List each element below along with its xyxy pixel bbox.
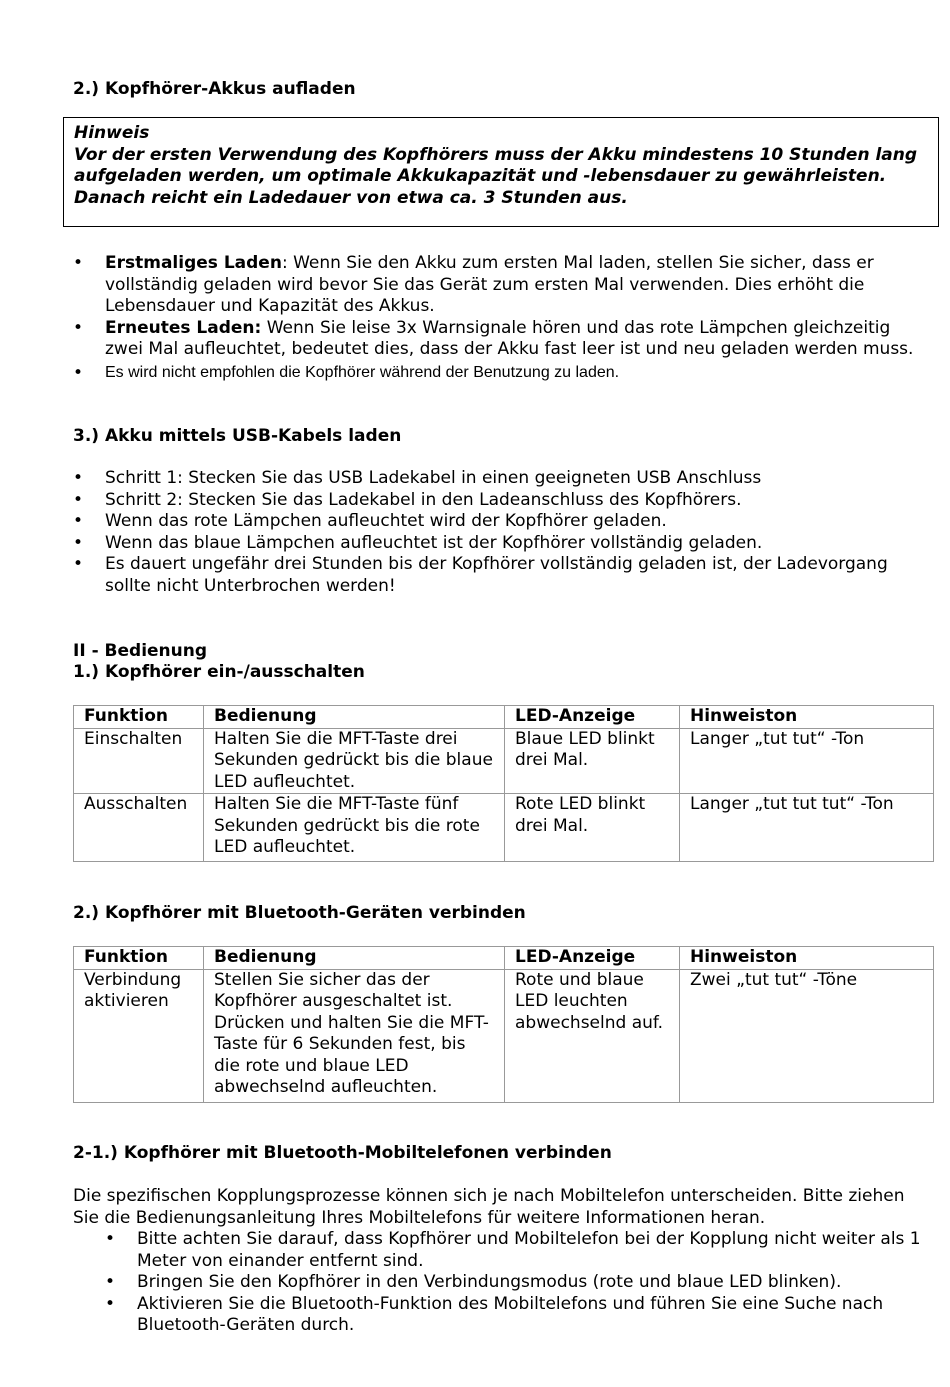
- table-header-cell: Hinweiston: [680, 706, 934, 729]
- table-cell: Ausschalten: [74, 794, 204, 862]
- list-item: [105, 1229, 935, 1272]
- list-item: [105, 1294, 935, 1337]
- bullet-icon: •: [73, 489, 84, 510]
- bullet-text: Schritt 1: Stecken Sie das USB Ladekabel in einen geeigneten USB Anschluss: [105, 468, 762, 488]
- bullet-bold-label: Erstmaliges Laden: [105, 253, 282, 273]
- bullet-icon: •: [73, 468, 84, 488]
- table-row: [74, 794, 934, 862]
- table-header-cell: Hinweiston: [680, 947, 934, 970]
- section-heading-charging: 2.) Kopfhörer-Akkus aufladen: [73, 79, 356, 99]
- table-header-cell: Bedienung: [204, 947, 505, 970]
- bullet-text: Es wird nicht empfohlen die Kopfhörer während der Benutzung zu laden.: [105, 363, 620, 381]
- table-cell: Langer „tut tut“ -Ton: [680, 728, 934, 794]
- bullet-icon: •: [105, 1272, 116, 1292]
- bullet-text: Bringen Sie den Kopfhörer in den Verbindungsmodus (rote und blaue LED blinken).: [137, 1272, 842, 1292]
- bullet-text: Wenn Sie leise 3x Warnsignale hören und das rote Lämpchen gleichzeitig zwei Mal aufleuchtet, bedeutet dies, dass der Akku fast leer ist und neu geladen werden muss.: [105, 317, 914, 359]
- table-cell: Rote LED blinkt drei Mal.: [505, 794, 680, 862]
- bullet-text: Wenn das rote Lämpchen aufleuchtet wird der Kopfhörer geladen.: [105, 511, 667, 531]
- bullet-bold-label: Erneutes Laden:: [105, 317, 262, 338]
- bullet-text: Wenn das blaue Lämpchen aufleuchtet ist der Kopfhörer vollständig geladen.: [105, 532, 763, 553]
- bullet-icon: •: [73, 511, 84, 531]
- bullet-icon: •: [105, 1229, 116, 1249]
- table-header-cell: Funktion: [74, 947, 204, 970]
- bullet-text: Aktivieren Sie die Bluetooth-Funktion des Mobiltelefons und führen Sie eine Suche nach Bluetooth-Geräten durch.: [137, 1293, 884, 1335]
- list-item: [73, 361, 933, 385]
- mobile-bullet-list: [105, 1229, 935, 1337]
- list-item: [73, 253, 933, 318]
- table-cell: Zwei „tut tut“ -Töne: [680, 969, 934, 1102]
- part-heading-operation: II - Bedienung: [73, 641, 208, 661]
- bullet-icon: •: [73, 554, 84, 574]
- table-header-cell: Funktion: [74, 706, 204, 729]
- table-cell: Halten Sie die MFT-Taste drei Sekunden gedrückt bis die blaue LED aufleuchtet.: [204, 728, 505, 794]
- table-header-row: [74, 706, 934, 729]
- table-row: [74, 728, 934, 794]
- table-cell: Langer „tut tut tut“ -Ton: [680, 794, 934, 862]
- intro-paragraph: Die spezifischen Kopplungsprozesse können sich je nach Mobiltelefon unterscheiden. Bitte ziehen Sie die Bedienungsanleitung Ihres Mobiltelefons für weitere Informationen heran.: [73, 1186, 905, 1228]
- power-table: [73, 705, 934, 862]
- table-header-row: [74, 947, 934, 970]
- bullet-text: : Wenn Sie den Akku zum ersten Mal laden, stellen Sie sicher, dass er vollständig geladen wird bevor Sie das Gerät zum ersten Mal verwenden. Dies erhöht die Lebensdauer und Kapazität des Akkus.: [105, 253, 874, 316]
- table-cell: Einschalten: [74, 728, 204, 794]
- list-item: [73, 533, 933, 555]
- bluetooth-table: [73, 946, 934, 1103]
- bullet-icon: •: [73, 362, 84, 383]
- table-header-cell: LED-Anzeige: [505, 947, 680, 970]
- bullet-icon: •: [73, 532, 84, 553]
- section-heading-mobile: 2-1.) Kopfhörer mit Bluetooth-Mobiltelefonen verbinden: [73, 1143, 612, 1163]
- bullet-text: Schritt 2: Stecken Sie das Ladekabel in den Ladeanschluss des Kopfhörers.: [105, 489, 742, 510]
- note-box: [63, 117, 939, 227]
- note-title: Hinweis: [74, 123, 150, 143]
- section-heading-power: 1.) Kopfhörer ein-/ausschalten: [73, 662, 365, 682]
- list-item: [73, 318, 933, 361]
- bullet-icon: •: [73, 317, 84, 338]
- section-heading-usb: 3.) Akku mittels USB-Kabels laden: [73, 426, 402, 446]
- list-item: [105, 1272, 935, 1294]
- section-heading-bluetooth: 2.) Kopfhörer mit Bluetooth-Geräten verbinden: [73, 903, 526, 923]
- list-item: [73, 468, 933, 490]
- table-header-cell: LED-Anzeige: [505, 706, 680, 729]
- note-text: Vor der ersten Verwendung des Kopfhörers muss der Akku mindestens 10 Stunden lang aufgeladen werden, um optimale Akkukapazität und -lebensdauer zu gewährleisten. Danach reicht ein Ladedauer von etwa ca. 3 Stunden aus.: [74, 144, 918, 208]
- table-header-cell: Bedienung: [204, 706, 505, 729]
- table-row: [74, 969, 934, 1102]
- table-cell: Rote und blaue LED leuchten abwechselnd auf.: [505, 969, 680, 1102]
- list-item: [73, 554, 933, 597]
- bullet-icon: •: [73, 253, 84, 273]
- table-cell: Blaue LED blinkt drei Mal.: [505, 728, 680, 794]
- bullet-text: Es dauert ungefähr drei Stunden bis der Kopfhörer vollständig geladen ist, der Ladevorgang sollte nicht Unterbrochen werden!: [105, 554, 888, 596]
- list-item: [73, 490, 933, 512]
- bullet-icon: •: [105, 1293, 116, 1314]
- bullet-text: Bitte achten Sie darauf, dass Kopfhörer und Mobiltelefon bei der Kopplung nicht weiter als 1 Meter von einander entfernt sind.: [137, 1229, 921, 1271]
- usb-bullet-list: [73, 468, 933, 597]
- table-cell: Stellen Sie sicher das der Kopfhörer ausgeschaltet ist. Drücken und halten Sie die MFT-Taste für 6 Sekunden fest, bis die rote und blaue LED abwechselnd aufleuchten.: [204, 969, 505, 1102]
- charging-bullet-list: [73, 253, 933, 385]
- list-item: [73, 511, 933, 533]
- table-cell: Verbindung aktivieren: [74, 969, 204, 1102]
- table-cell: Halten Sie die MFT-Taste fünf Sekunden gedrückt bis die rote LED aufleuchtet.: [204, 794, 505, 862]
